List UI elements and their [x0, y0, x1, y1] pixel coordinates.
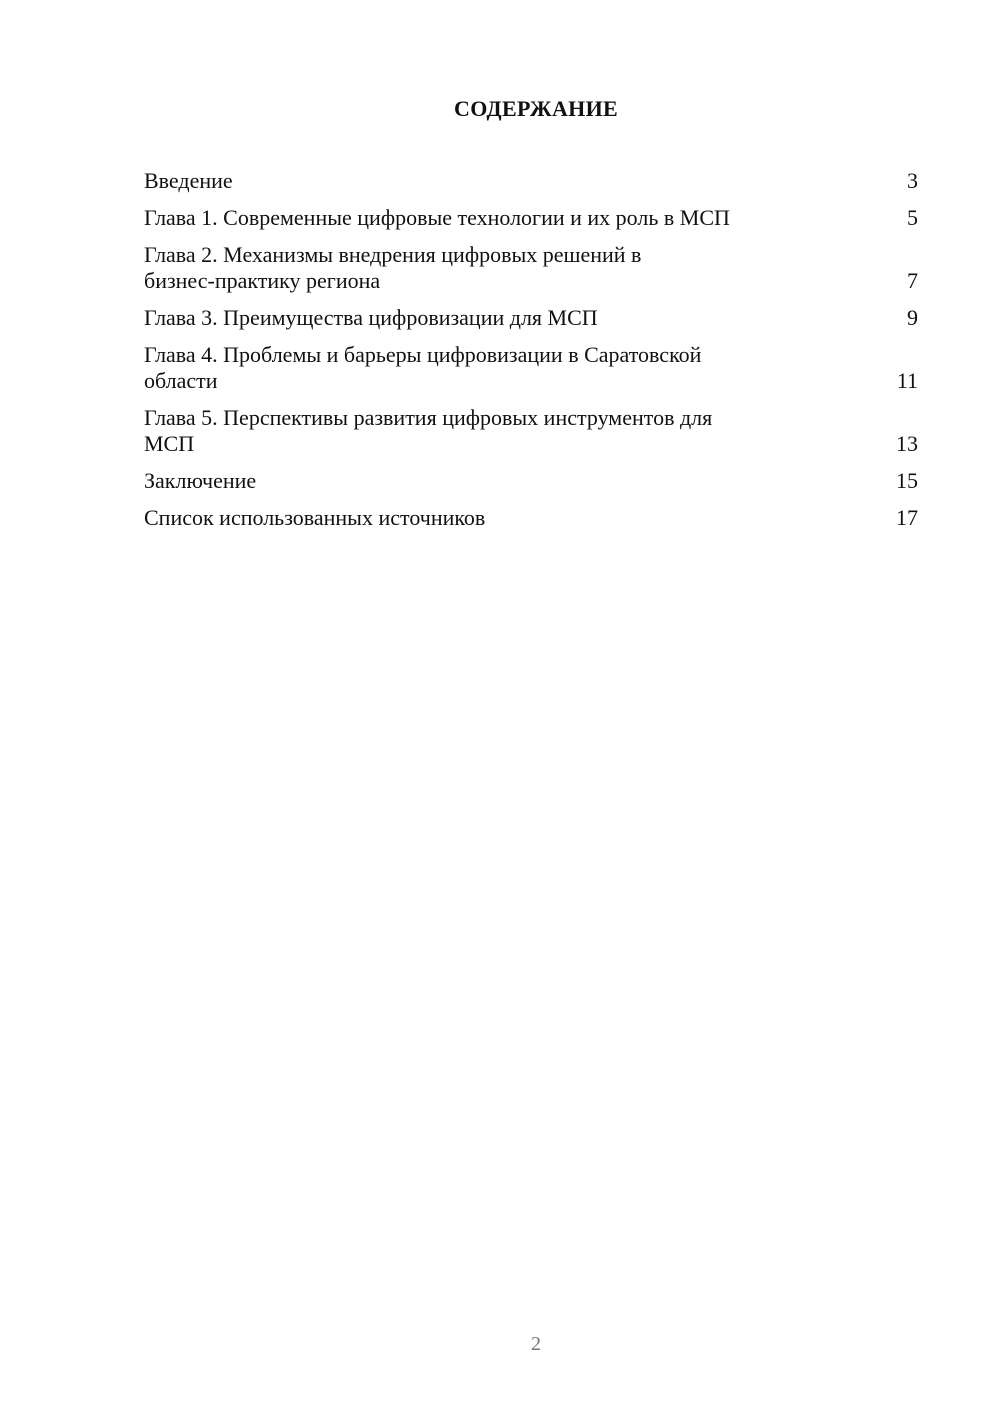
- toc-entry-chapter-2: [144, 242, 918, 294]
- toc-entry-title: Глава 3. Преимущества цифровизации для МСП: [144, 305, 598, 330]
- toc-entry-page: 7: [907, 268, 918, 293]
- toc-entry-title: Глава 1. Современные цифровые технологии и их роль в МСП: [144, 205, 730, 230]
- toc-entry-chapter-1: [144, 205, 918, 231]
- toc-entry-page: 17: [896, 505, 918, 530]
- toc-entry-chapter-5: [144, 405, 918, 457]
- toc-entry-title: Список использованных источников: [144, 505, 486, 530]
- toc-entry-title: Глава 4. Проблемы и барьеры цифровизации в Саратовской области: [144, 342, 702, 393]
- page-title: СОДЕРЖАНИЕ: [454, 96, 618, 121]
- toc-entry-page: 13: [896, 431, 918, 456]
- page-number: 2: [531, 1333, 541, 1355]
- toc-entry-conclusion: [144, 468, 918, 494]
- toc-entry-page: 3: [907, 168, 918, 193]
- toc-entry-chapter-4: [144, 342, 918, 394]
- toc-entry-chapter-3: [144, 305, 918, 331]
- toc-entry-page: 5: [907, 205, 918, 230]
- toc-entry-title: Глава 5. Перспективы развития цифровых инструментов для МСП: [144, 405, 713, 456]
- toc-entry-title: Заключение: [144, 468, 257, 493]
- toc-entry-title: Введение: [144, 168, 233, 193]
- table-of-contents: [144, 168, 918, 542]
- toc-entry-page: 11: [896, 368, 918, 393]
- toc-entry-page: 9: [907, 305, 918, 330]
- toc-entry-title: Глава 2. Механизмы внедрения цифровых решений в бизнес-практику региона: [144, 242, 642, 293]
- toc-entry-page: 15: [896, 468, 918, 493]
- toc-entry-introduction: [144, 168, 918, 194]
- toc-entry-references: [144, 505, 918, 531]
